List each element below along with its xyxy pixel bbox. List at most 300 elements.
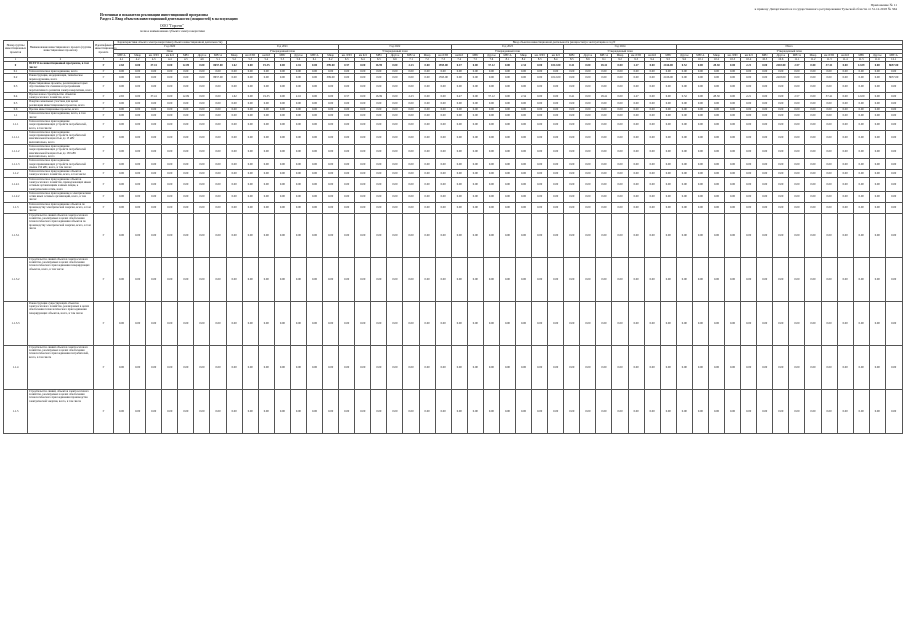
- cell-value: 0.00: [162, 177, 178, 191]
- row-number: 1.1.3: [4, 202, 28, 213]
- cell-value: 0.00: [564, 119, 580, 130]
- cell-value: 0.00: [612, 92, 628, 100]
- col-header-name: Наименование инвестиционного проекта (группы инвестиционных проектов): [28, 41, 94, 58]
- cell-value: 0.00: [435, 213, 451, 257]
- cell-value: 0.00: [499, 389, 515, 433]
- cell-value: 0.00: [130, 92, 146, 100]
- cell-value: 0.00: [323, 130, 339, 144]
- cell-value: 0.00: [532, 191, 548, 202]
- cell-value: 0.00: [403, 145, 419, 159]
- cell-value: 0.00: [355, 202, 371, 213]
- row-number: 1.1.5: [4, 389, 28, 433]
- cell-value: 0.00: [146, 130, 162, 144]
- cell-value: 0.00: [178, 159, 194, 170]
- cell-value: 0.00: [644, 177, 660, 191]
- cell-value: 0.00: [339, 257, 355, 301]
- cell-value: 0.00: [130, 62, 146, 70]
- cell-value: 0.00: [692, 81, 708, 92]
- cell-value: 0.00: [676, 119, 692, 130]
- cell-value: 0.00: [226, 389, 242, 433]
- cell-value: 0.00: [612, 213, 628, 257]
- cell-value: 0.00: [339, 108, 355, 112]
- cell-value: 0.00: [596, 108, 612, 112]
- cell-value: 0.00: [564, 213, 580, 257]
- cell-value: 0.00: [516, 81, 532, 92]
- cell-value: 0.00: [307, 112, 323, 120]
- cell-value: 0.00: [741, 213, 757, 257]
- cell-value: 0.00: [628, 170, 644, 178]
- cell-value: 0.00: [885, 170, 902, 178]
- cell-value: 0.00: [355, 170, 371, 178]
- cell-value: 0.57: [339, 62, 355, 70]
- unit-header: Другое: [580, 53, 596, 57]
- cell-value: 0.00: [290, 191, 306, 202]
- cell-value: 0.00: [741, 170, 757, 178]
- cell-value: 0.00: [467, 159, 483, 170]
- cell-value: 0.00: [194, 170, 210, 178]
- cell-value: 0.00: [242, 257, 258, 301]
- cell-value: 0.00: [194, 177, 210, 191]
- cell-value: 0.00: [339, 159, 355, 170]
- cell-value: 0.00: [371, 119, 387, 130]
- cell-value: 0.00: [499, 108, 515, 112]
- cell-value: 0.00: [692, 74, 708, 82]
- cell-value: 0.00: [596, 130, 612, 144]
- cell-value: 0.00: [467, 345, 483, 389]
- cell-value: 0.00: [821, 177, 837, 191]
- cell-value: 0.00: [226, 70, 242, 74]
- cell-value: 0.00: [146, 345, 162, 389]
- cell-value: 0.00: [114, 301, 130, 345]
- cell-value: 0.00: [708, 257, 724, 301]
- subhead-header: Утвержденный план: [676, 49, 902, 53]
- cell-value: 0.00: [178, 81, 194, 92]
- cell-value: 0.00: [885, 159, 902, 170]
- cell-value: 0.00: [419, 170, 435, 178]
- cell-value: 0.00: [628, 191, 644, 202]
- cell-value: 0.00: [532, 74, 548, 82]
- column-number: 6.1: [307, 58, 323, 62]
- cell-value: 2.23: [403, 92, 419, 100]
- title-line-1: Источники и показатели реализации инвестиционной программы: [100, 13, 209, 17]
- table-row: [4, 191, 903, 202]
- cell-value: 0.00: [789, 145, 805, 159]
- cell-value: 0.00: [274, 159, 290, 170]
- cell-value: 0.00: [242, 112, 258, 120]
- cell-value: 0.00: [708, 74, 724, 82]
- cell-value: 0.00: [516, 74, 532, 82]
- cell-value: 0.00: [194, 191, 210, 202]
- cell-value: 0.00: [339, 74, 355, 82]
- cell-value: 0.00: [290, 177, 306, 191]
- cell-value: 0.00: [307, 100, 323, 108]
- unit-header: Мвар: [419, 53, 435, 57]
- cell-value: 0.00: [869, 92, 885, 100]
- table-row: [4, 130, 903, 144]
- cell-value: 0.00: [612, 130, 628, 144]
- cell-value: 0.00: [821, 130, 837, 144]
- cell-value: 0.00: [387, 74, 403, 82]
- cell-value: 0.00: [435, 345, 451, 389]
- cell-value: 8657.00: [885, 62, 902, 70]
- column-number: 10.6: [773, 58, 789, 62]
- cell-value: 0.00: [114, 257, 130, 301]
- cell-value: 0.00: [885, 145, 902, 159]
- cell-value: 0.00: [371, 159, 387, 170]
- cell-value: 0.00: [307, 145, 323, 159]
- cell-value: 0.00: [757, 177, 773, 191]
- cell-value: 0.00: [821, 159, 837, 170]
- cell-value: 0.00: [274, 177, 290, 191]
- unit-header: км КЛ: [644, 53, 660, 57]
- cell-value: 0.00: [162, 170, 178, 178]
- cell-value: 0.47: [451, 62, 467, 70]
- cell-value: 0.00: [419, 92, 435, 100]
- cell-value: 0.00: [242, 92, 258, 100]
- cell-value: 0.00: [644, 100, 660, 108]
- cell-value: 0.00: [290, 159, 306, 170]
- cell-value: 0.00: [242, 119, 258, 130]
- cell-value: 0.00: [725, 191, 741, 202]
- cell-value: 0.00: [837, 108, 853, 112]
- table-row: [4, 345, 903, 389]
- cell-value: 0.00: [837, 100, 853, 108]
- row-name: Строительство линий, объектов электросетевого хозяйства, реализуемых в целях обеспечения технологического присоединения производства электрической энергии, всего, в том числе: [28, 389, 94, 433]
- cell-value: 0.00: [483, 119, 499, 130]
- cell-value: 0.00: [242, 81, 258, 92]
- cell-value: 0.00: [130, 213, 146, 257]
- cell-value: 0.00: [130, 81, 146, 92]
- cell-value: 0.00: [499, 145, 515, 159]
- cell-value: 19.35: [258, 92, 274, 100]
- column-number: 4.5: [178, 58, 194, 62]
- cell-value: 0.00: [805, 257, 821, 301]
- cell-value: 0.00: [564, 202, 580, 213]
- cell-value: 0.00: [403, 191, 419, 202]
- cell-value: 0.00: [371, 177, 387, 191]
- cell-value: 0.00: [580, 92, 596, 100]
- cell-value: 0.00: [210, 191, 226, 202]
- cell-value: 0.00: [210, 112, 226, 120]
- cell-value: 0.00: [708, 81, 724, 92]
- cell-value: 0.00: [757, 257, 773, 301]
- column-number: 5.3: [242, 58, 258, 62]
- cell-value: 0.00: [773, 70, 789, 74]
- cell-value: 0.00: [483, 112, 499, 120]
- row-id: Г: [94, 74, 114, 82]
- cell-value: 0.00: [130, 301, 146, 345]
- cell-value: 0.00: [885, 70, 902, 74]
- cell-value: 0.52: [676, 92, 692, 100]
- unit-header: км КЛ: [258, 53, 274, 57]
- cell-value: 2.23: [403, 62, 419, 70]
- unit-header: км ЛЭП: [821, 53, 837, 57]
- column-number: 9.2: [612, 58, 628, 62]
- cell-value: 28.30: [708, 92, 724, 100]
- cell-value: 0.00: [596, 345, 612, 389]
- cell-value: 0.00: [483, 191, 499, 202]
- cell-value: 0.00: [114, 119, 130, 130]
- cell-value: 0.00: [789, 213, 805, 257]
- cell-value: 0.00: [853, 170, 869, 178]
- cell-value: 0.47: [451, 92, 467, 100]
- cell-value: 0.00: [242, 100, 258, 108]
- cell-value: 0.00: [853, 119, 869, 130]
- year-header: Год 2023: [451, 45, 564, 49]
- row-id: Г: [94, 345, 114, 389]
- cell-value: 0.00: [194, 159, 210, 170]
- cell-value: 0.00: [178, 177, 194, 191]
- cell-value: 0.00: [628, 108, 644, 112]
- cell-value: 0.00: [451, 145, 467, 159]
- cell-value: 0.00: [532, 177, 548, 191]
- column-number: 8.5: [564, 58, 580, 62]
- cell-value: 0.00: [869, 389, 885, 433]
- cell-value: 0.00: [628, 130, 644, 144]
- cell-value: 0.00: [805, 345, 821, 389]
- cell-value: 0.00: [725, 177, 741, 191]
- cell-value: 0.00: [516, 389, 532, 433]
- cell-value: 0.00: [580, 389, 596, 433]
- cell-value: 0.00: [757, 170, 773, 178]
- cell-value: 0.00: [789, 191, 805, 202]
- unit-header: км ЛЭП: [242, 53, 258, 57]
- cell-value: 0.00: [805, 62, 821, 70]
- cell-value: 0.00: [628, 145, 644, 159]
- cell-value: 0.00: [612, 108, 628, 112]
- row-number: 1.1.2: [4, 170, 28, 178]
- column-number: 8.3: [532, 58, 548, 62]
- cell-value: 0.00: [194, 81, 210, 92]
- table-row: [4, 389, 903, 433]
- cell-value: 0.00: [146, 100, 162, 108]
- unit-header: Другое: [387, 53, 403, 57]
- cell-value: 0.00: [676, 108, 692, 112]
- cell-value: 0.00: [885, 213, 902, 257]
- row-name: Технологическое присоединение энергопринимающих устройств потребителей максимальной мощностью до 15 кВт включительно, всего: [28, 130, 94, 144]
- cell-value: 0.00: [660, 145, 676, 159]
- cell-value: 0.00: [162, 145, 178, 159]
- column-number: 1: [4, 58, 28, 62]
- unit-header: Другое: [290, 53, 306, 57]
- cell-value: 0.00: [757, 345, 773, 389]
- row-name: Технологическое присоединение к электрическим сетям иных сетевых организаций, всего, в том числе:: [28, 191, 94, 202]
- cell-value: 0.00: [210, 177, 226, 191]
- cell-value: 0.00: [548, 70, 564, 74]
- cell-value: 0.00: [323, 81, 339, 92]
- cell-value: 0.00: [516, 130, 532, 144]
- cell-value: 0.00: [467, 92, 483, 100]
- row-name: Прочее новое строительство объектов электросетевого хозяйства, всего: [28, 92, 94, 100]
- unit-header: МВт: [757, 53, 773, 57]
- cell-value: 0.00: [403, 81, 419, 92]
- cell-value: 0.00: [757, 389, 773, 433]
- cell-value: 0.00: [725, 345, 741, 389]
- row-number: 1.1.3.3: [4, 301, 28, 345]
- cell-value: 0.00: [258, 81, 274, 92]
- cell-value: 0.00: [323, 119, 339, 130]
- cell-value: 0.00: [162, 70, 178, 74]
- cell-value: 0.00: [676, 112, 692, 120]
- row-id: Г: [94, 100, 114, 108]
- cell-value: 0.00: [612, 202, 628, 213]
- cell-value: 0.00: [355, 191, 371, 202]
- cell-value: 0.00: [194, 108, 210, 112]
- cell-value: 0.00: [323, 345, 339, 389]
- cell-value: 0.00: [741, 100, 757, 108]
- cell-value: 0.00: [596, 170, 612, 178]
- cell-value: 0.00: [483, 177, 499, 191]
- cell-value: 0.00: [371, 108, 387, 112]
- cell-value: 0.00: [178, 100, 194, 108]
- cell-value: 0.00: [387, 191, 403, 202]
- cell-value: 0.00: [548, 170, 564, 178]
- cell-value: 0.00: [307, 389, 323, 433]
- cell-value: 0.00: [419, 301, 435, 345]
- cell-value: 0.00: [805, 100, 821, 108]
- year-header: Год 2021: [226, 45, 339, 49]
- cell-value: 0.00: [660, 177, 676, 191]
- cell-value: 0.00: [612, 301, 628, 345]
- cell-value: 2.34: [516, 62, 532, 70]
- cell-value: 0.00: [499, 202, 515, 213]
- cell-value: 2.65: [114, 62, 130, 70]
- cell-value: 37.12: [483, 62, 499, 70]
- cell-value: 0.00: [178, 170, 194, 178]
- cell-value: 0.00: [644, 62, 660, 70]
- cell-value: 0.00: [516, 170, 532, 178]
- column-number: 5.1: [210, 58, 226, 62]
- cell-value: 0.00: [226, 213, 242, 257]
- cell-value: 0.00: [290, 257, 306, 301]
- cell-value: 0.00: [532, 145, 548, 159]
- cell-value: 0.00: [130, 170, 146, 178]
- cell-value: 0.00: [130, 100, 146, 108]
- cell-value: 0.00: [580, 213, 596, 257]
- cell-value: 0.00: [789, 159, 805, 170]
- cell-value: 0.00: [226, 100, 242, 108]
- cell-value: 0.00: [869, 257, 885, 301]
- cell-value: 0.00: [596, 81, 612, 92]
- cell-value: 0.00: [290, 119, 306, 130]
- table-row: [4, 257, 903, 301]
- cell-value: 0.00: [210, 119, 226, 130]
- cell-value: 0.00: [580, 159, 596, 170]
- cell-value: 0.00: [194, 389, 210, 433]
- cell-value: 0.00: [194, 62, 210, 70]
- cell-value: 0.00: [290, 108, 306, 112]
- cell-value: 0.00: [178, 389, 194, 433]
- cell-value: 0.00: [162, 257, 178, 301]
- cell-value: 0.00: [725, 108, 741, 112]
- cell-value: 0.00: [307, 119, 323, 130]
- cell-value: 0.00: [467, 170, 483, 178]
- cell-value: 0.00: [499, 191, 515, 202]
- cell-value: 0.00: [307, 345, 323, 389]
- unit-header: МВ×А: [692, 53, 708, 57]
- cell-value: 0.00: [114, 130, 130, 144]
- cell-value: 0.00: [869, 177, 885, 191]
- cell-value: 0.00: [628, 100, 644, 108]
- cell-value: 0.00: [757, 108, 773, 112]
- cell-value: 0.00: [773, 92, 789, 100]
- cell-value: 0.00: [805, 301, 821, 345]
- cell-value: 0.00: [612, 177, 628, 191]
- cell-value: 0.00: [532, 70, 548, 74]
- cell-value: 0.00: [789, 301, 805, 345]
- cell-value: 0.00: [451, 177, 467, 191]
- cell-value: 0.00: [419, 177, 435, 191]
- unit-header: Другое: [483, 53, 499, 57]
- cell-value: 0.00: [274, 301, 290, 345]
- column-number: 9.4: [644, 58, 660, 62]
- cell-value: 0.00: [676, 70, 692, 74]
- cell-value: 0.00: [323, 92, 339, 100]
- unit-header: км ЛЭП: [532, 53, 548, 57]
- cell-value: 0.00: [532, 108, 548, 112]
- cell-value: 0.00: [644, 170, 660, 178]
- cell-value: 0.00: [805, 177, 821, 191]
- cell-value: 0.00: [741, 159, 757, 170]
- cell-value: 0.00: [162, 345, 178, 389]
- column-number: 5.4: [258, 58, 274, 62]
- cell-value: 0.00: [821, 301, 837, 345]
- cell-value: 0.00: [869, 170, 885, 178]
- cell-value: 0.00: [628, 345, 644, 389]
- cell-value: 0.00: [162, 74, 178, 82]
- cell-value: 0.00: [564, 130, 580, 144]
- cell-value: 0.00: [194, 92, 210, 100]
- cell-value: 0.00: [307, 177, 323, 191]
- table-row: [4, 159, 903, 170]
- cell-value: 0.00: [242, 145, 258, 159]
- cell-value: 0.00: [387, 112, 403, 120]
- cell-value: 0.00: [837, 213, 853, 257]
- cell-value: 0.00: [323, 145, 339, 159]
- cell-value: 0.00: [660, 170, 676, 178]
- cell-value: 0.00: [660, 213, 676, 257]
- cell-value: 2418.00: [773, 62, 789, 70]
- cell-value: 0.00: [162, 92, 178, 100]
- cell-value: 0.00: [644, 92, 660, 100]
- column-number: 6.3: [339, 58, 355, 62]
- cell-value: 0.00: [532, 159, 548, 170]
- cell-value: 18.41: [596, 92, 612, 100]
- cell-value: 0.00: [258, 202, 274, 213]
- cell-value: 0.00: [130, 345, 146, 389]
- row-id: Г: [94, 92, 114, 100]
- cell-value: 0.00: [644, 191, 660, 202]
- cell-value: 0.00: [130, 112, 146, 120]
- cell-value: 0.00: [628, 177, 644, 191]
- cell-value: 8657.00: [885, 74, 902, 82]
- cell-value: 0.00: [676, 159, 692, 170]
- cell-value: 0.00: [805, 191, 821, 202]
- cell-value: 0.00: [773, 177, 789, 191]
- cell-value: 0.00: [274, 108, 290, 112]
- cell-value: 0.00: [162, 301, 178, 345]
- cell-value: 0.00: [628, 74, 644, 82]
- cell-value: 0.00: [258, 108, 274, 112]
- cell-value: 0.00: [548, 191, 564, 202]
- cell-value: 0.00: [853, 345, 869, 389]
- cell-value: 0.00: [130, 70, 146, 74]
- cell-value: 0.00: [387, 177, 403, 191]
- cell-value: 0.00: [323, 213, 339, 257]
- cell-value: 0.00: [612, 389, 628, 433]
- cell-value: 0.00: [580, 145, 596, 159]
- cell-value: 0.00: [869, 108, 885, 112]
